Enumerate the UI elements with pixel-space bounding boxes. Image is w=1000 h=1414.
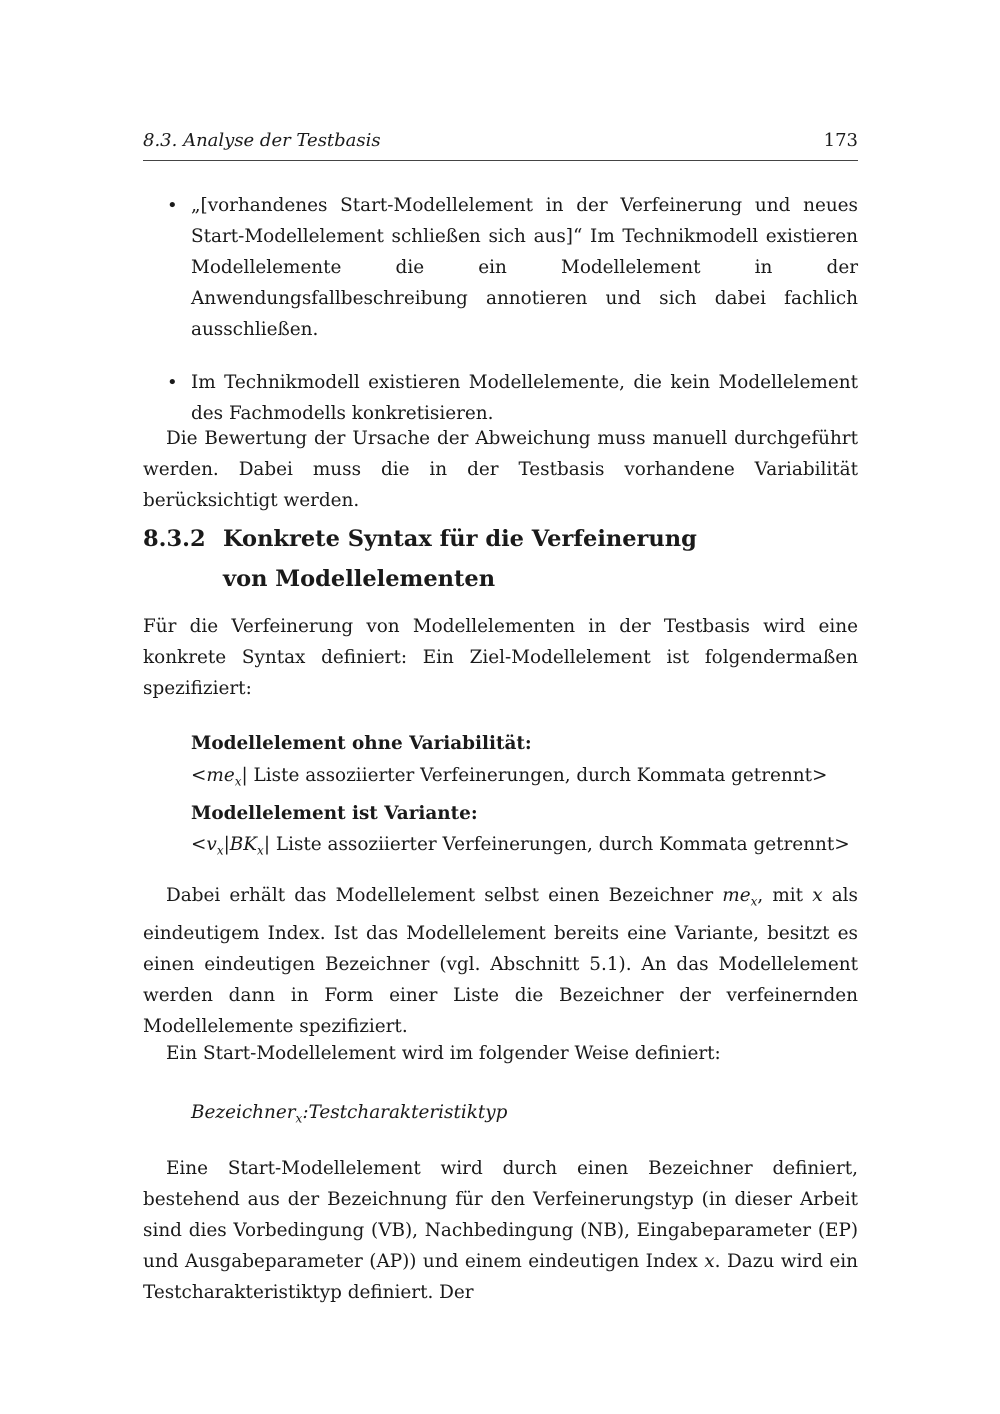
section-title: Konkrete Syntax für die Verfeinerung von Modellelementen xyxy=(223,526,697,592)
paragraph: Die Bewertung der Ursache der Abweichung muss manuell durchgeführt werden. Dabei muss die in der Testbasis vorhandene Variabilität berücksichtigt werden. xyxy=(143,428,858,511)
paragraph: Dabei erhält das Modellelement selbst einen Bezeichner $me_x$, mit x als eindeutigem Index. Ist das Modellelement bereits eine Variante, besitzt es einen eindeutigen Bezeichner (vgl. Abschnitt 5.1). An das Modellelement werden dann in Form einer Liste die Bezeichner der verfeinernden Modellelemente spezifiziert. xyxy=(143,885,858,1037)
section-number: 8.3.2 xyxy=(143,526,206,552)
spec-label: Modellelement ist Variante: xyxy=(191,802,478,824)
running-head xyxy=(143,130,858,161)
spec-line: $<v_x|BK_x|$ Liste assoziierter Verfeinerungen, durch Kommata getrennt> xyxy=(191,834,850,858)
page-number: 173 xyxy=(823,130,858,151)
spec-label: Modellelement ohne Variabilität: xyxy=(191,733,532,754)
bullet-item: • „[vorhandenes Start-Modellelement in der Verfeinerung und neues Start-Modellelement schließen sich aus]“ Im Technikmodell existieren Modellelemente die ein Modellelement in der Anwendungsfallbeschreibung annotieren und sich dabei fachlich ausschließen. xyxy=(143,190,858,345)
page xyxy=(143,130,858,1303)
paragraph: Eine Start-Modellelement wird durch einen Bezeichner definiert, bestehend aus der Bezeichnung für den Verfeinerungstyp (in dieser Arbeit sind dies Vorbedingung (VB), Nachbedingung (NB), Eingabeparameter (EP) und Ausgabeparameter (AP)) und einem eindeutigen Index x. Dazu wird ein Testcharakteristiktyp definiert. Der xyxy=(143,1158,858,1303)
bullet-item: • Im Technikmodell existieren Modellelemente, die kein Modellelement des Fachmodells konkretisieren. xyxy=(143,367,858,429)
paragraph: Ein Start-Modellelement wird im folgender Weise definiert: xyxy=(166,1043,721,1064)
running-head-section: 8.3. Analyse der Testbasis xyxy=(143,130,381,151)
bullet-list xyxy=(143,190,858,429)
paragraph: Für die Verfeinerung von Modellelementen in der Testbasis wird eine konkrete Syntax definiert: Ein Ziel-Modellelement ist folgendermaßen spezifiziert: xyxy=(143,616,858,699)
formula: Bezeichner$_x$:Testcharakteristiktyp xyxy=(191,1102,508,1126)
syntax-spec xyxy=(191,728,858,867)
section-heading xyxy=(143,519,858,599)
spec-line: $<me_x|$ Liste assoziierter Verfeinerungen, durch Kommata getrennt> xyxy=(191,764,828,789)
